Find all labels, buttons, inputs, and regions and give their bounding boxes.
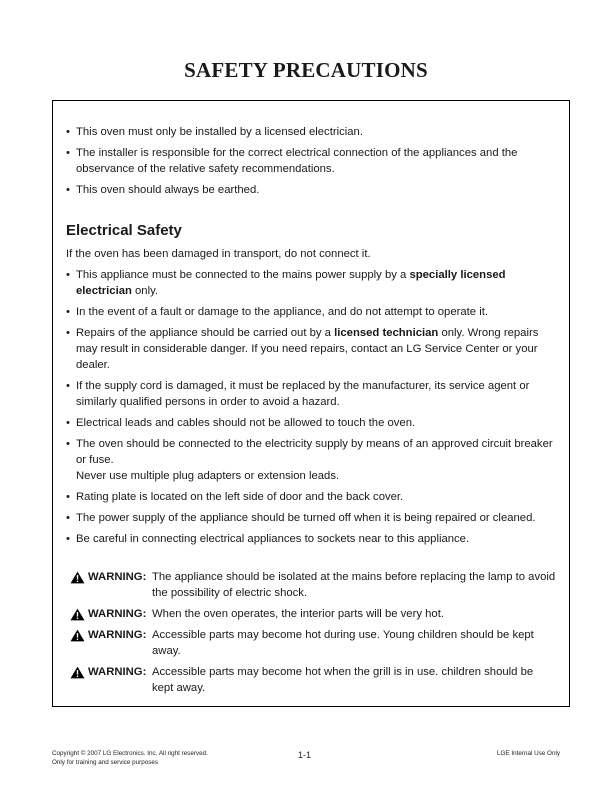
- warning-label: WARNING:: [88, 608, 147, 620]
- bullet: •: [66, 126, 70, 138]
- list-item: • Be careful in connecting electrical appliances to sockets near to this appliance.: [66, 533, 470, 545]
- warning-item: WARNING: Accessible parts may become hot when the grill is in use. children should be kept away.: [66, 664, 556, 696]
- warning-triangle-icon: [70, 571, 85, 584]
- list-item: • In the event of a fault or damage to the appliance, and do not attempt to operate it.: [66, 306, 488, 318]
- list-item: • Rating plate is located on the left side of door and the back cover.: [66, 491, 404, 503]
- warning-label: WARNING:: [88, 571, 147, 583]
- bullet: •: [66, 417, 70, 429]
- bullet: •: [66, 147, 70, 159]
- page-title: SAFETY PRECAUTIONS: [184, 58, 428, 82]
- warning-triangle-icon: [70, 666, 85, 679]
- bullet: •: [66, 491, 70, 503]
- bullet: •: [66, 533, 70, 545]
- bullet: •: [66, 306, 70, 318]
- content-area: [66, 124, 556, 701]
- bullet: •: [66, 380, 70, 392]
- list-item: • This oven must only be installed by a licensed electrician.: [66, 126, 363, 138]
- warning-label: WARNING:: [88, 629, 147, 641]
- list-item: • Repairs of the appliance should be carried out by a licensed technician only. Wrong repairs may result in considerable danger. If you need repairs, contact an LG Service Center or your dealer.: [66, 327, 539, 371]
- warning-triangle-icon: [70, 608, 85, 621]
- list-item: • The installer is responsible for the correct electrical connection of the appliances and the observance of the relative safety recommendations.: [66, 147, 518, 175]
- bullet: •: [66, 512, 70, 524]
- list-item: • Electrical leads and cables should not be allowed to touch the oven.: [66, 417, 416, 429]
- bullet: •: [66, 269, 70, 281]
- bullet: •: [66, 184, 70, 196]
- list-item: • The oven should be connected to the electricity supply by means of an approved circuit breaker or fuse. Never use multiple plug adapters or extension leads.: [66, 438, 553, 482]
- list-item: • If the supply cord is damaged, it must be replaced by the manufacturer, its service agent or similarly qualified persons in order to avoid a hazard.: [66, 380, 530, 408]
- bullet: •: [66, 438, 70, 450]
- list-item: • The power supply of the appliance should be turned off when it is being repaired or cleaned.: [66, 512, 536, 524]
- warning-item: WARNING: Accessible parts may become hot during use. Young children should be kept away.: [66, 627, 556, 659]
- warning-item: WARNING: The appliance should be isolated at the mains before replacing the lamp to avoid the possibility of electric shock.: [66, 569, 556, 601]
- warning-item: WARNING: When the oven operates, the interior parts will be very hot.: [66, 606, 556, 622]
- section-heading-electrical-safety: Electrical Safety: [66, 222, 182, 239]
- warnings-list: [66, 569, 556, 696]
- section-intro: If the oven has been damaged in transport, do not connect it.: [66, 248, 371, 260]
- warning-triangle-icon: [70, 629, 85, 642]
- warning-label: WARNING:: [88, 666, 147, 678]
- page-number: 1-1: [298, 750, 312, 760]
- bullet: •: [66, 327, 70, 339]
- list-item: • This appliance must be connected to the mains power supply by a specially licensed electrician only.: [66, 269, 506, 297]
- list-item: • This oven should always be earthed.: [66, 184, 260, 196]
- footer-copyright: Copyright © 2007 LG Electronics. Inc. All right reserved. Only for training and service purposes: [52, 750, 208, 766]
- footer-internal-use: LGE Internal Use Only: [497, 750, 560, 757]
